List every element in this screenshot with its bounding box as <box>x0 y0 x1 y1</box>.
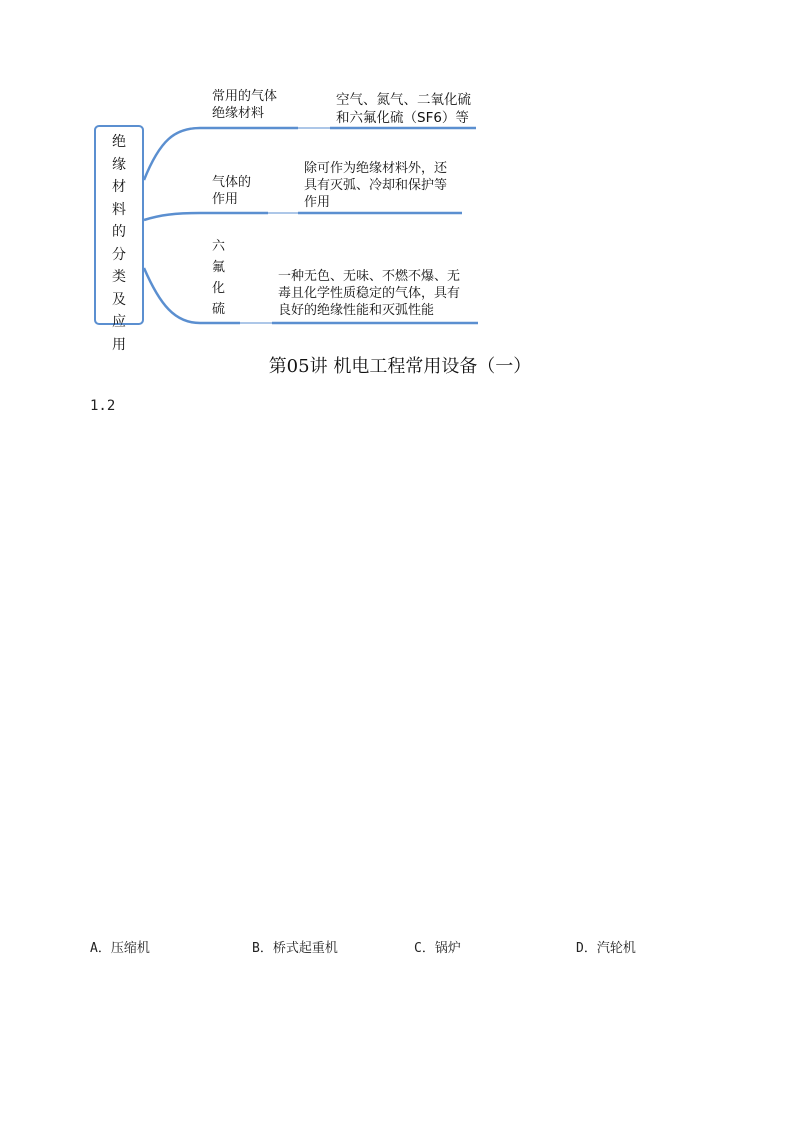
mindmap-figure <box>0 0 800 353</box>
branch-1-detail: 空气、氮气、二氧化硫 和六氟化硫（SF6）等 <box>336 92 471 126</box>
branch-2-detail: 除可作为绝缘材料外，还 具有灭弧、冷却和保护等 作用 <box>304 161 448 210</box>
branch-3-detail: 一种无色、无味、不燃不爆、无 毒且化学性质稳定的气体，具有 良好的绝缘性能和灭弧性能 <box>278 269 461 318</box>
option-a[interactable]: A．压缩机 <box>90 941 150 956</box>
option-d[interactable]: D．汽轮机 <box>576 941 636 956</box>
branch-3-label: 六 氟 化 硫 <box>212 239 226 317</box>
lecture-title: 第05讲 机电工程常用设备（一） <box>268 356 532 377</box>
connector-branch-2 <box>144 213 200 220</box>
question-number: 1.2 <box>90 398 116 414</box>
connector-branch-3 <box>144 268 200 323</box>
option-c[interactable]: C．锅炉 <box>414 941 461 956</box>
connector-branch-1 <box>144 128 200 180</box>
branch-2-label: 气体的 作用 <box>212 175 252 207</box>
root-node-label: 绝 缘 材 料 的 分 类 及 应 用 <box>112 134 126 353</box>
option-b[interactable]: B．桥式起重机 <box>252 941 338 956</box>
branch-1-label: 常用的气体 绝缘材料 <box>212 89 278 121</box>
